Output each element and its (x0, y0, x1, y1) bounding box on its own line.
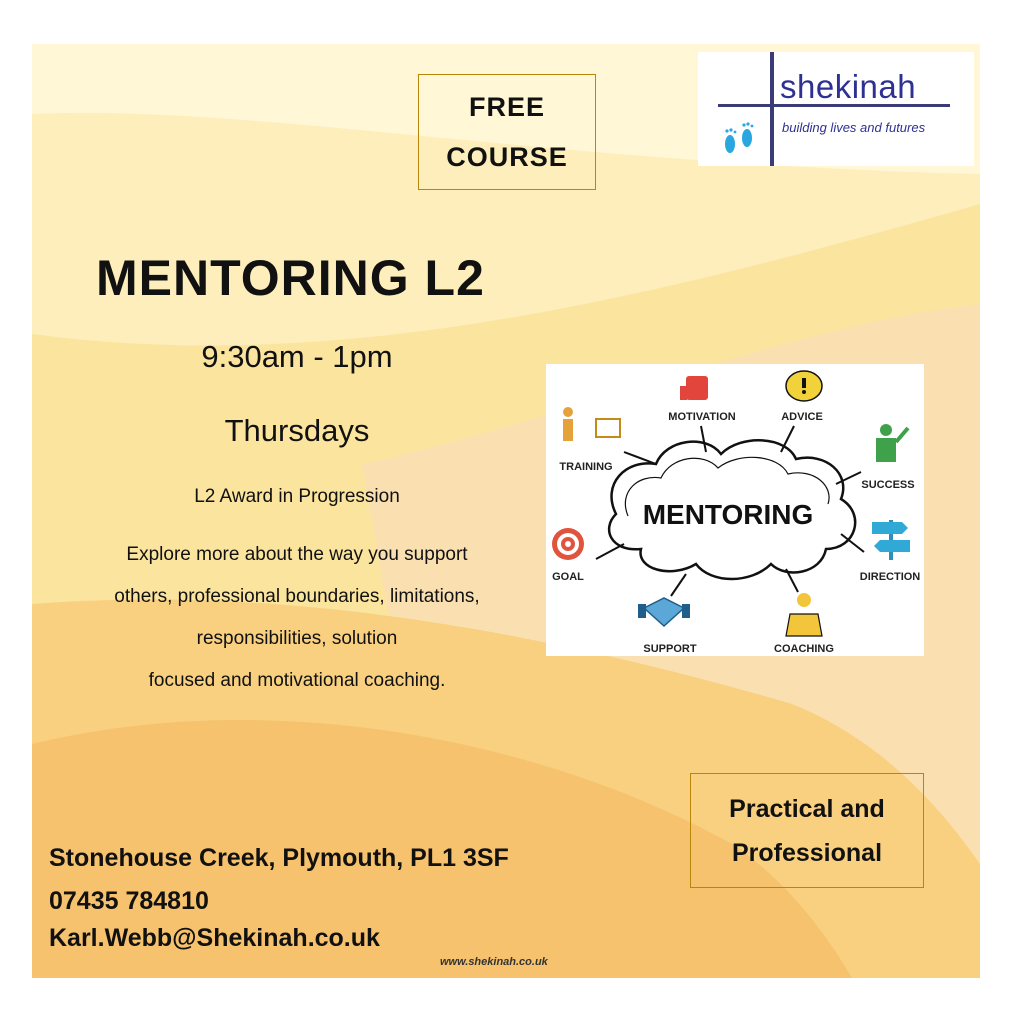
diagram-label-motivation: MOTIVATION (668, 411, 736, 423)
diagram-label-goal: GOAL (552, 571, 584, 583)
course-award: L2 Award in Progression (194, 486, 400, 507)
logo-name: shekinah (780, 68, 917, 105)
course-label: COURSE (446, 142, 568, 172)
description-line: Explore more about the way you support (126, 544, 468, 565)
description-line: focused and motivational coaching. (148, 670, 446, 691)
course-day: Thursdays (224, 413, 370, 448)
course-title: MENTORING L2 (96, 250, 485, 306)
footprints-icon (720, 118, 760, 158)
description-line: responsibilities, solution (196, 628, 398, 649)
badge-line-2: Professional (731, 838, 883, 867)
training-icon (563, 407, 620, 441)
mentoring-diagram (546, 364, 924, 656)
phone-number: 07435 784810 (49, 887, 209, 915)
success-icon (876, 424, 908, 462)
diagram-center-label: MENTORING (642, 499, 814, 530)
thumbs-up-icon (680, 376, 708, 400)
diagram-label-coaching: COACHING (774, 643, 834, 655)
logo-cross-vertical (770, 52, 774, 166)
free-label: FREE (468, 92, 545, 122)
target-icon (552, 528, 584, 560)
address: Stonehouse Creek, Plymouth, PL1 3SF (49, 844, 509, 872)
free-course-box (418, 74, 596, 190)
coaching-icon (786, 593, 822, 636)
advice-bubble-icon (786, 371, 822, 401)
logo-tagline: building lives and futures (782, 120, 926, 135)
badge-line-1: Practical and (729, 794, 885, 823)
handshake-icon (638, 598, 690, 626)
flyer (32, 44, 980, 978)
diagram-label-training: TRAINING (559, 461, 613, 473)
description-line: others, professional boundaries, limitations, (114, 586, 480, 607)
diagram-label-direction: DIRECTION (859, 571, 921, 583)
practical-professional-box (690, 773, 924, 888)
course-description (32, 534, 562, 702)
course-time: 9:30am - 1pm (201, 339, 393, 374)
diagram-label-success: SUCCESS (861, 479, 915, 491)
diagram-label-advice: ADVICE (781, 411, 823, 423)
shekinah-logo (698, 52, 974, 166)
website-url: www.shekinah.co.uk (440, 956, 548, 968)
email-address: Karl.Webb@Shekinah.co.uk (49, 924, 380, 952)
diagram-label-support: SUPPORT (643, 643, 697, 655)
signpost-icon (872, 520, 910, 560)
